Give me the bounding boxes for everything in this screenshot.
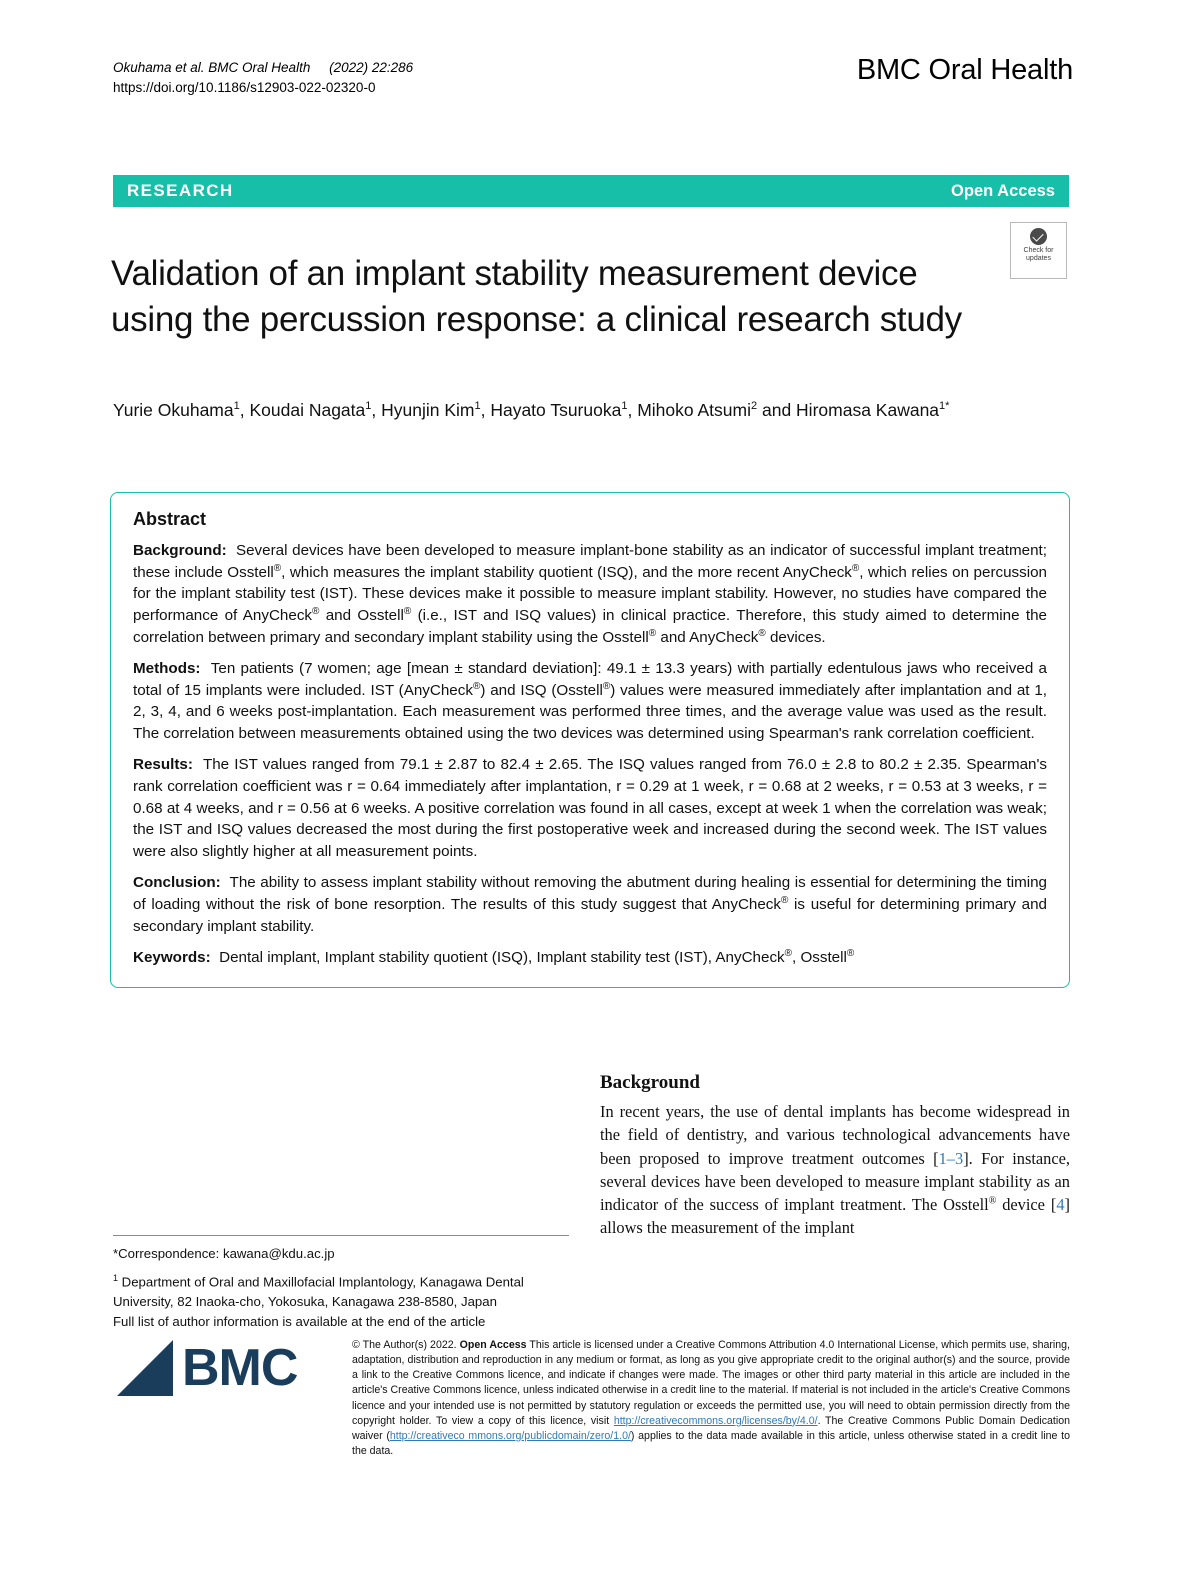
correspondence-label: *Correspondence:	[113, 1246, 220, 1261]
doi-link[interactable]: https://doi.org/10.1186/s12903-022-02320-0	[113, 79, 376, 95]
abstract-section	[133, 540, 1047, 648]
citation-reference: (2022) 22:286	[329, 60, 414, 75]
abstract-section-text: Ten patients (7 women; age [mean ± standard deviation]: 49.1 ± 13.3 years) with partially edentulous jaws who received a total of 15 implants were included. IST (AnyCheck®) and ISQ (Osstell®) values were measured immediately after implantation and at 1, 2, 3, 4, and 6 weeks post-implantation. Each measurement was performed three times, and the average value was used as the result. The correlation between measurements obtained using the two devices was determined using Spearman's rank correlation coefficient.	[133, 660, 1048, 742]
bmc-logo-mark-icon	[117, 1340, 173, 1396]
citation-authors: Okuhama et al. BMC Oral Health	[113, 60, 311, 75]
abstract-section-text: The IST values ranged from 79.1 ± 2.87 to 82.4 ± 2.65. The ISQ values ranged from 76.0 ± 2.8 to 80.2 ± 2.35. Spearman's rank correlation coefficient was r = 0.64 immediately after implantation, r = 0.29 at 1 week, r = 0.68 at 2 weeks, r = 0.53 at 3 weeks, r = 0.68 at 4 weeks, and r = 0.56 at 6 weeks. A positive correlation was found in all cases, except at week 1 when the correlation was weak; the IST and ISQ values decreased the most during the first postoperative week and increased during the second week. The IST values were also slightly higher at all measurement points.	[133, 756, 1047, 860]
research-label: RESEARCH	[127, 181, 234, 200]
bmc-logo-text: BMC	[182, 1339, 298, 1397]
abstract-section	[133, 658, 1047, 744]
check-mark-icon	[1030, 228, 1047, 245]
correspondence-email[interactable]: kawana@kdu.ac.jp	[222, 1246, 335, 1261]
affiliation-text: $^1$ Department of Oral and Maxillofacial Implantology, Kanagawa Dental University, 82 Inaoka-cho, Yokosuka, Kanagawa 238-8580, Japan	[113, 1272, 524, 1309]
abstract-section-text: Dental implant, Implant stability quotient (ISQ), Implant stability test (IST), AnyCheck®, Osstell®	[210, 948, 855, 967]
abstract-section-label: Methods:	[133, 660, 201, 678]
abstract-section	[133, 947, 1047, 969]
license-text: © The Author(s) 2022. Open Access This article is licensed under a Creative Commons Attribution 4.0 International License, which permits use, sharing, adaptation, distribution and reproduction in any medium or format, as long as you give appropriate credit to the original author(s) and the source, provide a link to the Creative Commons licence, and indicate if changes were made. The images or other third party material in this article are included in the article's Creative Commons licence, unless indicated otherwise in a credit line to the material. If material is not included in the article's Creative Commons licence and your intended use is not permitted by statutory regulation or exceeds the permitted use, you will need to obtain permission directly from the copyright holder. To view a copy of this licence, visit http://creativecommons.org/licenses/by/4.0/. The Creative Commons Public Domain Dedication waiver (http://creativeco mmons.org/publicdomain/zero/1.0/) applies to the data made available in this article, unless otherwise stated in a credit line to the data.	[352, 1339, 1071, 1457]
abstract-sections	[133, 540, 1047, 969]
check-updates-line2: updates	[1026, 255, 1051, 263]
abstract-section-label: Results:	[133, 756, 193, 774]
abstract-section-label: Keywords:	[133, 949, 211, 967]
abstract-section-text: Several devices have been developed to measure implant-bone stability as an indicator of successful implant treatment; these include Osstell®, which measures the implant stability quotient (ISQ), and the more recent AnyCheck®, which relies on percussion for the implant stability test (IST). These devices make it possible to measure implant stability. However, no studies have compared the performance of AnyCheck® and Osstell® (i.e., IST and ISQ values) in clinical practice. Therefore, this study aimed to determine the correlation between primary and secondary implant stability using the Osstell® and AnyCheck® devices.	[133, 542, 1047, 646]
background-section	[600, 1072, 1070, 1240]
author-info-note: Full list of author information is available at the end of the article	[113, 1313, 486, 1329]
page-header	[113, 54, 1073, 97]
background-heading: Background	[600, 1072, 700, 1093]
bmc-logo	[117, 1340, 297, 1396]
correspondence-divider	[113, 1235, 569, 1236]
journal-title: BMC Oral Health	[856, 54, 1073, 86]
open-access-label: Open Access	[951, 181, 1055, 200]
abstract-section	[133, 754, 1047, 862]
abstract-section-label: Background:	[133, 542, 227, 559]
author-list: Yurie Okuhama$^1$, Koudai Nagata$^1$, Hyunjin Kim$^1$, Hayato Tsuruoka$^1$, Mihoko Atsumi$^2$ and Hiromasa Kawana$^{1*}$	[113, 400, 950, 420]
background-paragraph: In recent years, the use of dental implants has become widespread in the field of dentistry, and various technological advancements have been proposed to improve treatment outcomes [1–3]. For instance, several devices have been developed to measure implant stability as an indicator of the success of implant treatment. The Osstell® device [4] allows the measurement of the implant	[600, 1102, 1070, 1238]
check-updates-line1: Check for	[1023, 247, 1054, 254]
check-for-updates-badge[interactable]	[1010, 222, 1067, 279]
citation-line	[113, 58, 413, 78]
abstract-box	[110, 492, 1070, 988]
abstract-section-text: The ability to assess implant stability without removing the abutment during healing is essential for determining the timing of loading without the risk of bone resorption. The results of this study suggest that AnyCheck® is useful for determining primary and secondary implant stability.	[133, 874, 1047, 935]
abstract-heading: Abstract	[133, 509, 207, 529]
research-open-access-bar	[113, 175, 1069, 207]
abstract-section	[133, 872, 1047, 937]
header-citation-block	[113, 58, 413, 97]
abstract-section-label: Conclusion:	[133, 874, 221, 892]
page-title: Validation of an implant stability measurement device using the percussion response: a clinical research study	[111, 254, 962, 339]
correspondence-block	[113, 1244, 573, 1332]
